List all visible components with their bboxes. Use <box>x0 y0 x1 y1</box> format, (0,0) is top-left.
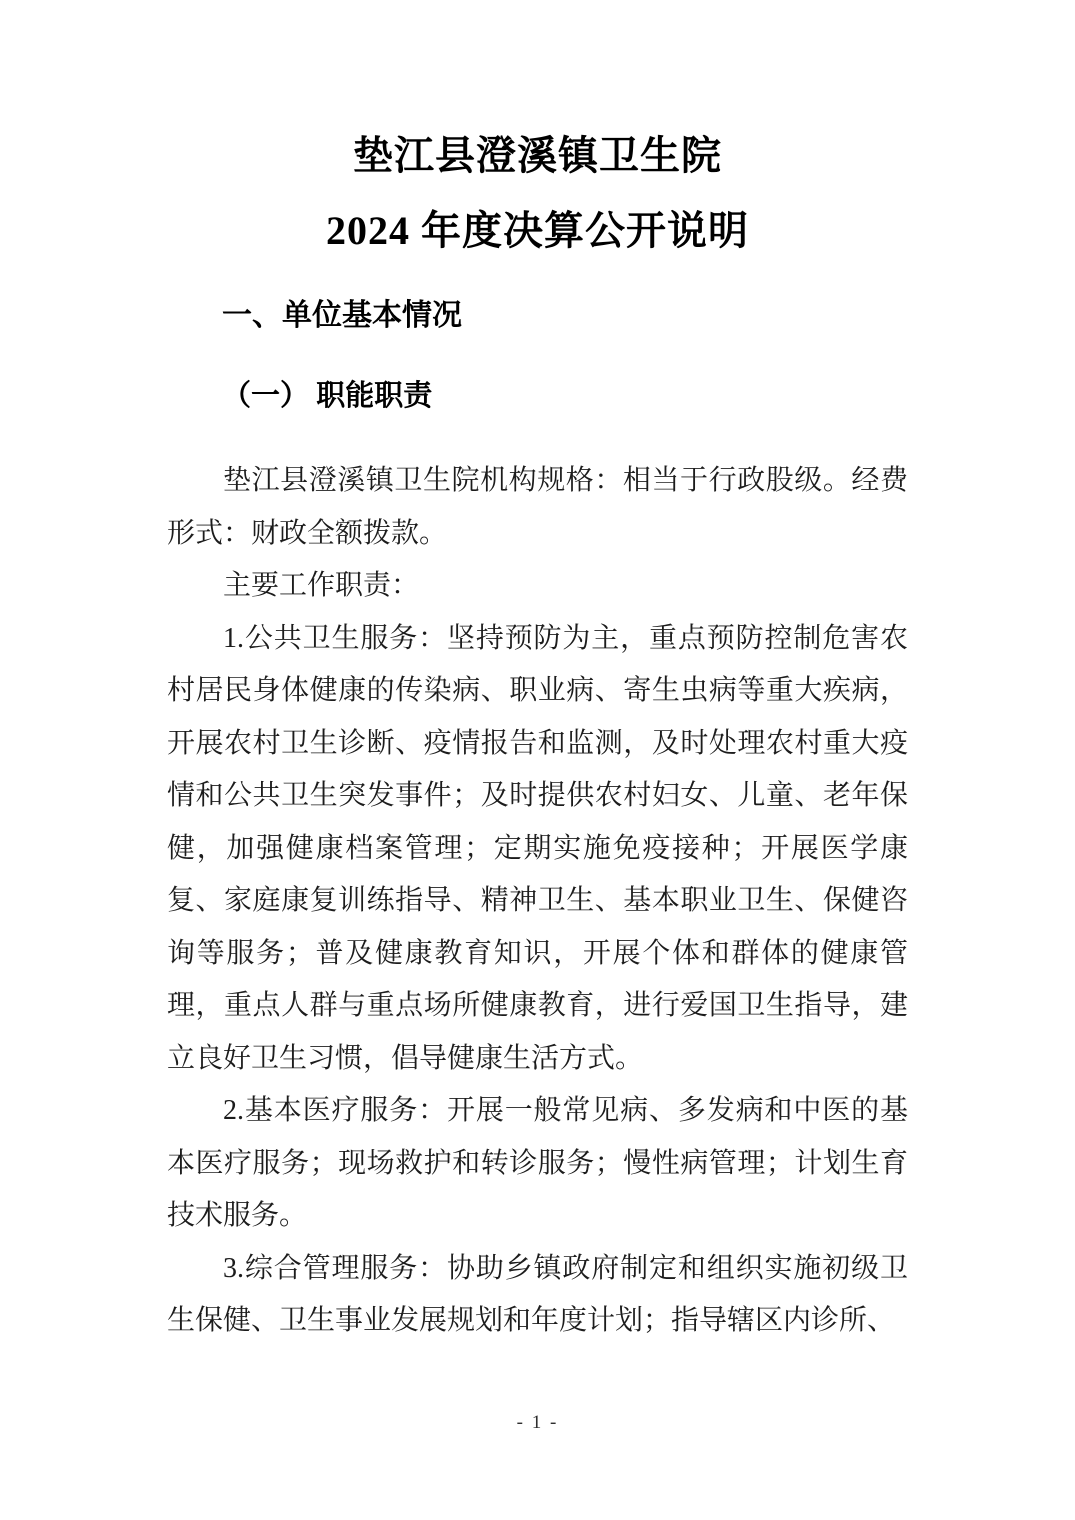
document-subtitle: 2024 年度决算公开说明 <box>326 208 749 253</box>
page-number-footer: - 1 - <box>516 1412 559 1433</box>
subsection-heading-functions-duties: （一） 职能职责 <box>222 380 433 412</box>
document-title: 垫江县澄溪镇卫生院 <box>353 133 722 178</box>
section-heading-basic-information: 一、单位基本情况 <box>222 299 462 332</box>
paragraph-public-health-services: 1.公共卫生服务：坚持预防为主，重点预防控制危害农村居民身体健康的传染病、职业病、寄生虫病等重大疾病，开展农村卫生诊断、疫情报告和监测，及时处理农村重大疫情和公共卫生突发事件；及时提供农村妇女、儿童、老年保健，加强健康档案管理；定期实施免疫接种；开展医学康复、家庭康复训练指导、精神卫生、基本职业卫生、保健咨询等服务；普及健康教育知识，开展个体和群体的健康管理，重点人群与重点场所健康教育，进行爱国卫生指导，建立良好卫生习惯，倡导健康生活方式。 <box>167 622 908 1074</box>
paragraph-comprehensive-management-services: 3.综合管理服务：协助乡镇政府制定和组织实施初级卫生保健、卫生事业发展规划和年度计划；指导辖区内诊所、 <box>167 1252 908 1336</box>
document-content <box>167 298 908 1348</box>
paragraph-basic-medical-services: 2.基本医疗服务：开展一般常见病、多发病和中医的基本医疗服务；现场救护和转诊服务；慢性病管理；计划生育技术服务。 <box>167 1095 908 1231</box>
body-text <box>167 455 908 1348</box>
paragraph-agency-status: 垫江县澄溪镇卫生院机构规格：相当于行政股级。经费形式：财政全额拨款。 <box>167 465 908 549</box>
paragraph-main-duties-lead: 主要工作职责： <box>223 570 420 601</box>
